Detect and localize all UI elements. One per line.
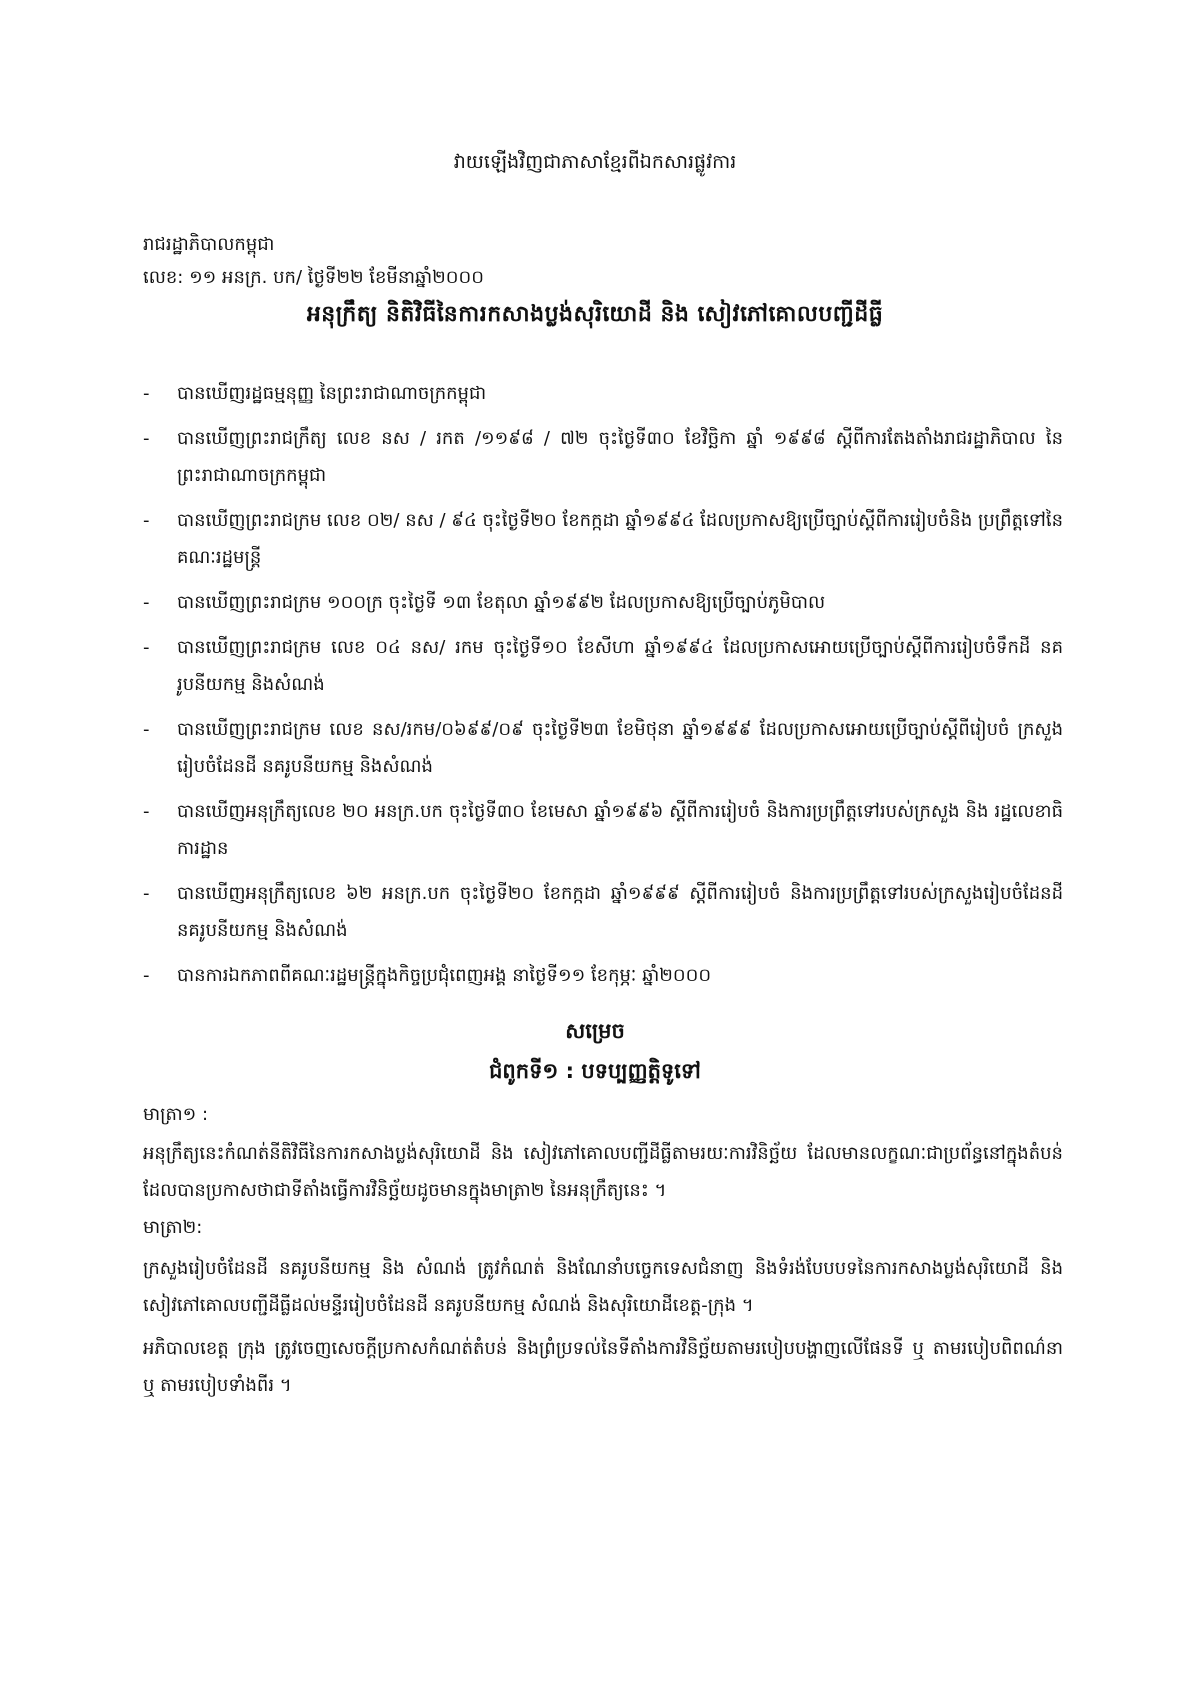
preamble-item: - បានឃើញអនុក្រឹត្យលេខ ៦២ អនក្រ.បក ចុះថ្ងៃទី២០ ខែកក្កដា ឆ្នាំ១៩៩៩ ស្តីពីការរៀបចំ និងការប្រព្រឹត្តទៅរបស់ក្រសួងរៀបចំដែនដី នគរូបនីយកម្ម និងសំណង់ — [143, 875, 1063, 949]
list-dash: - — [143, 510, 150, 531]
list-dash: - — [143, 801, 150, 822]
preamble-item: - បានឃើញរដ្ឋធម្មនុញ្ញ នៃព្រះរាជាណាចក្រកម្ពុជា — [143, 375, 1063, 412]
preamble-item: - បានឃើញព្រះរាជក្រម លេខ ០៤ នស/ រកម ចុះថ្ងៃទី១០ ខែសីហា ឆ្នាំ១៩៩៤ ដែលប្រកាសអោយប្រើច្បាប់ស្តីពីការរៀបចំទឹកដី នគរូបនីយកម្ម និងសំណង់ — [143, 629, 1063, 703]
decision-heading: សម្រេច — [565, 1019, 625, 1043]
preamble-item: - បានឃើញព្រះរាជក្រម ១០០ក្រ ចុះថ្ងៃទី ១៣ ខែតុលា ឆ្នាំ១៩៩២ ដែលប្រកាសឱ្យប្រើច្បាប់ភូមិបាល — [143, 584, 1063, 621]
preamble-item: - បានឃើញព្រះរាជក្រម លេខ ០២/ នស / ៩៤ ចុះថ្ងៃទី២០ ខែកក្កដា ឆ្នាំ១៩៩៤ ដែលប្រកាសឱ្យប្រើច្បាប់ស្តីពីការរៀបចំនិង ប្រព្រឹត្តទៅនៃគណៈរដ្ឋមន្ត្រី — [143, 502, 1063, 576]
chapter-heading: ជំពូកទី១ : បទប្បញ្ញត្តិទូទៅ — [489, 1059, 701, 1083]
issuer: រាជរដ្ឋាភិបាលកម្ពុជា — [143, 234, 275, 255]
list-dash: - — [143, 719, 150, 740]
preamble-item: - បានឃើញព្រះរាជក្រឹត្យ លេខ នស / រកត /១១៩៨ / ៧២ ចុះថ្ងៃទី៣០ ខែវិច្ឆិកា ឆ្នាំ ១៩៩៨ ស្តីពីការតែងតាំងរាជរដ្ឋាភិបាល នៃព្រះរាជាណាចក្រកម្ពុជា — [143, 420, 1063, 494]
list-dash: - — [143, 428, 150, 449]
preamble-item: - បានការឯកភាពពីគណៈរដ្ឋមន្ត្រីក្នុងកិច្ចប្រជុំពេញអង្គ នាថ្ងៃទី១១ ខែកុម្ភៈ ឆ្នាំ២០០០ — [143, 957, 1063, 994]
preamble-item: - បានឃើញព្រះរាជក្រម លេខ នស/រកម/០៦៩៩/០៩ ចុះថ្ងៃទី២៣ ខែមិថុនា ឆ្នាំ១៩៩៩ ដែលប្រកាសអោយប្រើច្បាប់ស្តីពីរៀបចំ ក្រសួង រៀបចំដែនដី នគរូបនីយកម្ម និងសំណង់ — [143, 711, 1063, 785]
article-1-label: មាត្រា១ : — [143, 1104, 209, 1125]
retyped-note: វាយឡើងវិញជាភាសាខ្មែរពីឯកសារផ្លូវការ — [453, 151, 737, 173]
list-dash: - — [143, 965, 150, 986]
list-dash: - — [143, 592, 150, 613]
reference-number: លេខ: ១១ អនក្រ. បក/ ថ្ងៃទី២២ ខែមីនាឆ្នាំ២០០០ — [143, 267, 484, 288]
article-2-label: មាត្រា២: — [143, 1217, 203, 1238]
document-title: អនុក្រឹត្យ និតិវិធីនៃការកសាងប្លង់សុរិយោដី និង សៀវភៅគោលបញ្ជីដីធ្លី — [306, 302, 884, 327]
list-dash: - — [143, 383, 150, 404]
list-dash: - — [143, 637, 150, 658]
article-2-paragraph-1: ក្រសួងរៀបចំដែនដី នគរូបនីយកម្ម និង សំណង់ ត្រូវកំណត់ និងណែនាំបច្ចេកទេសជំនាញ និងទំរង់បែបបទនៃការកសាងប្លង់សុរិយោដី និង សៀវភៅគោលបញ្ជីដីធ្លីដល់មន្ទីររៀបចំដែនដី នគរូបនីយកម្ម សំណង់ និងសុរិយោដីខេត្ត-ក្រុង ។ — [143, 1258, 1063, 1316]
preamble-list — [143, 375, 1063, 1002]
article-1-text: អនុក្រឹត្យនេះកំណត់នីតិវិធីនៃការកសាងប្លង់សុរិយោដី និង សៀវភៅគោលបញ្ជីដីធ្លីតាមរយៈការវិនិច្ឆ័យ ដែលមានលក្ខណៈជាប្រព័ន្ធនៅក្នុងតំបន់ ដែលបានប្រកាសថាជាទីតាំងធ្វើការវិនិច្ឆ័យដូចមានក្នុងមាត្រា២ នៃអនុក្រឹត្យនេះ ។ — [143, 1143, 1063, 1201]
preamble-item: - បានឃើញអនុក្រឹត្យលេខ ២០ អនក្រ.បក ចុះថ្ងៃទី៣០ ខែមេសា ឆ្នាំ១៩៩៦ ស្តីពីការរៀបចំ និងការប្រព្រឹត្តទៅរបស់ក្រសួង និង រដ្ឋលេខាធិការដ្ឋាន — [143, 793, 1063, 867]
article-2-paragraph-2: អភិបាលខេត្ត ក្រុង ត្រូវចេញសេចក្តីប្រកាសកំណត់តំបន់ និងព្រំប្រទល់នៃទីតាំងការវិនិច្ឆ័យតាមរបៀបបង្ហាញលើផែនទី ឬ តាមរបៀបពិពណ៌នា ឬ តាមរបៀបទាំងពីរ ។ — [143, 1338, 1063, 1396]
list-dash: - — [143, 883, 150, 904]
